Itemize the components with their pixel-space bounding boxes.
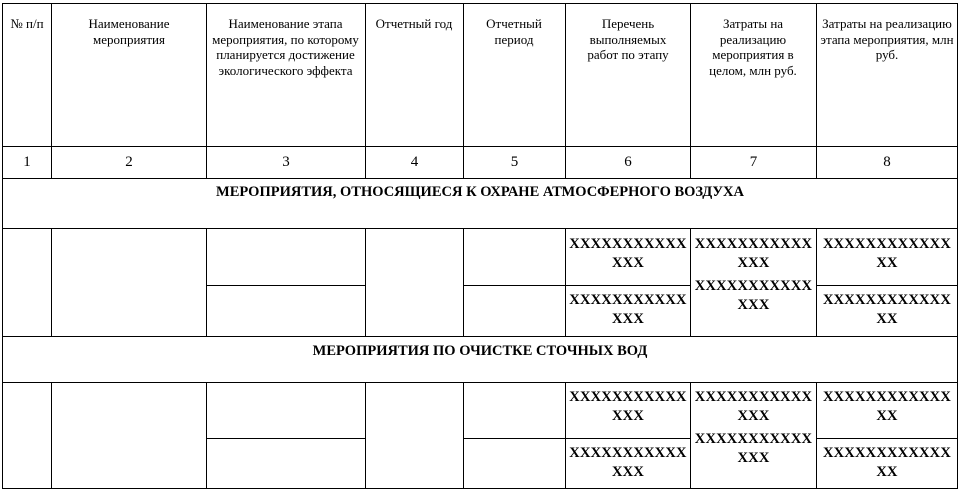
- header-stage-name: Наименование этапа мероприятия, по которому планируется достижение экологического эффекта: [212, 16, 359, 78]
- grid-line: [463, 438, 690, 439]
- header-report-year: Отчетный год: [375, 16, 453, 31]
- stage-cost-placeholder: XXXXXXXXXXXXXX: [822, 236, 952, 271]
- column-number: 4: [410, 154, 419, 170]
- total-cost-placeholder: XXXXXXXXXXXXXX: [694, 431, 813, 466]
- grid-line: [51, 382, 52, 489]
- stage-cost-placeholder: XXXXXXXXXXXXXX: [822, 292, 952, 327]
- section-title-air: МЕРОПРИЯТИЯ, ОТНОСЯЩИЕСЯ К ОХРАНЕ АТМОСФЕРНОГО ВОЗДУХА: [216, 184, 744, 200]
- grid-line: [463, 285, 690, 286]
- header-works-list: Перечень выполняемых работ по этапу: [587, 16, 669, 62]
- grid-line: [2, 336, 958, 337]
- grid-line: [206, 228, 207, 337]
- grid-line: [463, 228, 464, 337]
- grid-line: [206, 382, 207, 489]
- grid-line: [816, 285, 958, 286]
- header-total-cost: Затраты на реализацию мероприятия в целом, млн руб.: [709, 16, 797, 78]
- column-number: 7: [749, 154, 758, 170]
- stage-cost-placeholder: XXXXXXXXXXXXXX: [822, 389, 952, 424]
- works-placeholder: XXXXXXXXXXXXXX: [569, 236, 687, 271]
- header-measure-name: Наименование мероприятия: [88, 16, 170, 47]
- column-number: 5: [510, 154, 519, 170]
- grid-line: [2, 382, 958, 383]
- section-title-wastewater: МЕРОПРИЯТИЯ ПО ОЧИСТКЕ СТОЧНЫХ ВОД: [312, 343, 648, 359]
- works-placeholder: XXXXXXXXXXXXXX: [569, 292, 687, 327]
- grid-line: [365, 382, 366, 489]
- grid-line: [2, 228, 958, 229]
- grid-line: [51, 228, 52, 337]
- grid-line: [206, 285, 365, 286]
- grid-line: [365, 228, 366, 337]
- column-number: 6: [624, 154, 632, 170]
- grid-line: [2, 178, 958, 179]
- column-number: 2: [125, 154, 133, 170]
- total-cost-placeholder: XXXXXXXXXXXXXX: [694, 278, 813, 313]
- grid-line: [957, 3, 958, 489]
- works-placeholder: XXXXXXXXXXXXXX: [569, 389, 687, 424]
- header-row-number: № п/п: [10, 16, 44, 31]
- header-stage-cost: Затраты на реализацию этапа мероприятия, млн руб.: [820, 16, 954, 62]
- column-number: 3: [282, 154, 290, 170]
- works-placeholder: XXXXXXXXXXXXXX: [569, 445, 687, 480]
- grid-line: [463, 382, 464, 489]
- grid-line: [2, 488, 958, 489]
- total-cost-placeholder: XXXXXXXXXXXXXX: [694, 236, 813, 271]
- grid-line: [816, 438, 958, 439]
- total-cost-placeholder: XXXXXXXXXXXXXX: [694, 389, 813, 424]
- column-number: 8: [883, 154, 891, 170]
- header-report-period: Отчетный период: [486, 16, 542, 47]
- grid-line: [206, 438, 365, 439]
- stage-cost-placeholder: XXXXXXXXXXXXXX: [822, 445, 952, 480]
- column-number: 1: [23, 154, 31, 170]
